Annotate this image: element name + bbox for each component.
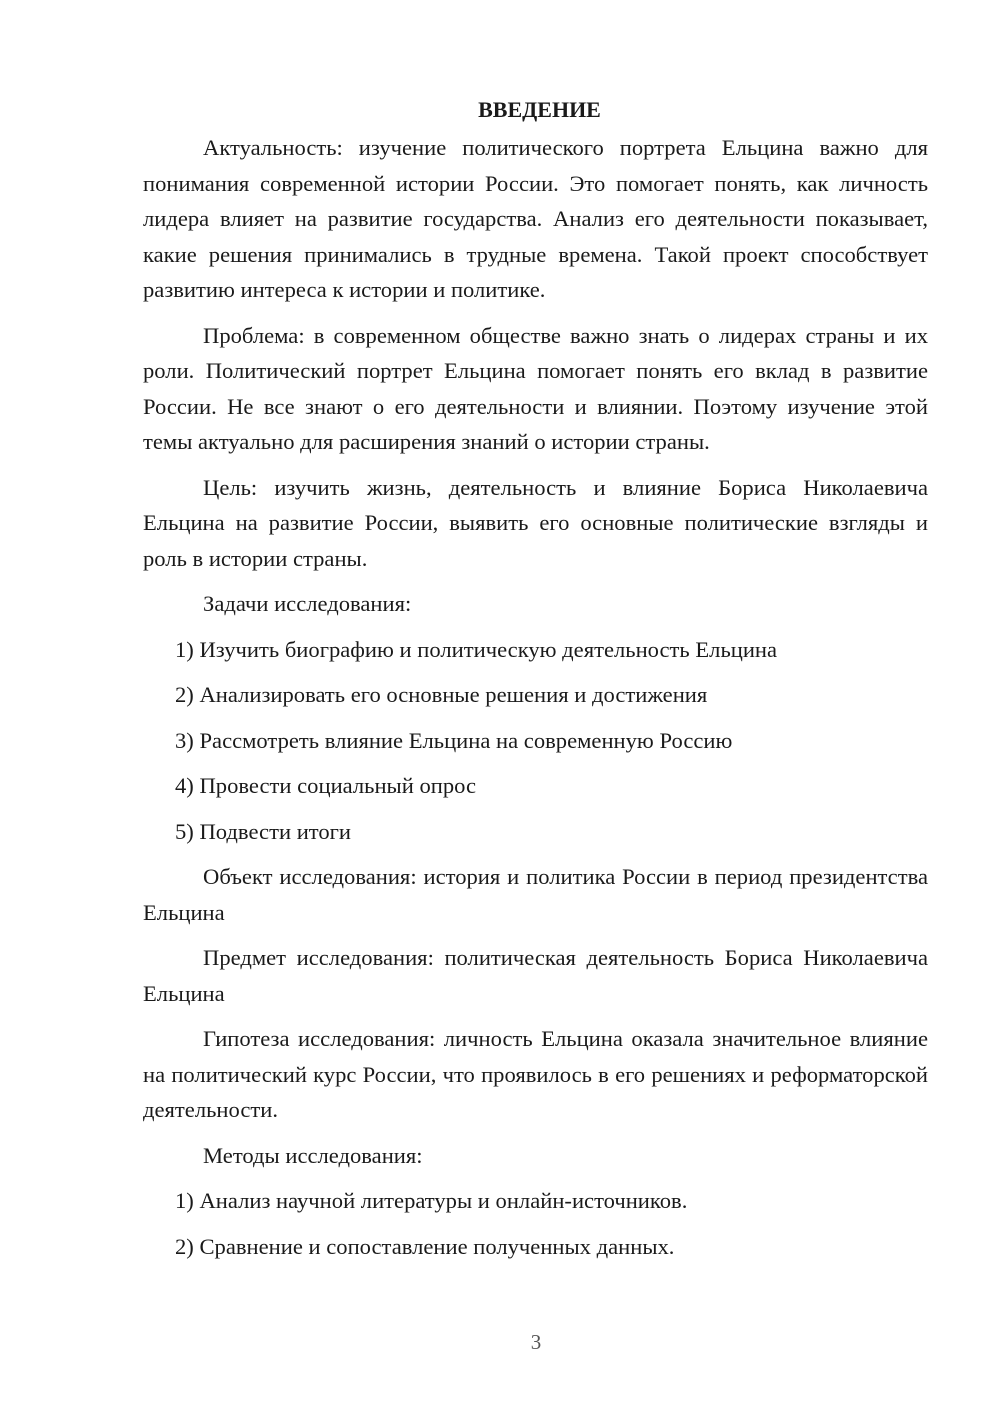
methods-label: Методы исследования: xyxy=(203,1142,423,1168)
document-page xyxy=(143,92,928,1274)
list-item: 4) Провести социальный опрос xyxy=(175,773,477,798)
list-item: 1) Анализ научной литературы и онлайн-источников. xyxy=(175,1188,688,1213)
methods-list xyxy=(143,1183,928,1264)
page-number: 3 xyxy=(530,1330,542,1354)
goal-paragraph: Цель: изучить жизнь, деятельность и влияние Бориса Николаевича Ельцина на развитие России, выявить его основные политические взгляды и роль в истории страны. xyxy=(143,474,928,571)
list-item: 2) Анализировать его основные решения и достижения xyxy=(175,682,708,707)
tasks-list xyxy=(143,632,928,850)
list-item: 3) Рассмотреть влияние Ельцина на современную Россию xyxy=(175,727,733,753)
hypothesis-paragraph: Гипотеза исследования: личность Ельцина оказала значительное влияние на политический курс России, что проявилось в его решениях и реформаторской деятельности. xyxy=(143,1026,928,1122)
tasks-label: Задачи исследования: xyxy=(203,591,412,616)
subject-paragraph: Предмет исследования: политическая деятельность Бориса Николаевича Ельцина xyxy=(143,945,928,1006)
list-item: 5) Подвести итоги xyxy=(175,818,352,844)
object-paragraph: Объект исследования: история и политика России в период президентства Ельцина xyxy=(143,864,928,925)
problem-paragraph: Проблема: в современном обществе важно знать о лидерах страны и их роли. Политический портрет Ельцина помогает понять его вклад в развитие России. Не все знают о его деятельности и влиянии. Поэтому изучение этой темы актуально для расширения знаний о истории страны. xyxy=(143,322,928,454)
relevance-paragraph: Актуальность: изучение политического портрета Ельцина важно для понимания современной истории России. Это помогает понять, как личность лидера влияет на развитие государства. Анализ его деятельности показывает, какие решения принимались в трудные времена. Такой проект способствует развитию интереса к истории и политике. xyxy=(143,135,928,302)
list-item: 1) Изучить биографию и политическую деятельность Ельцина xyxy=(175,636,778,662)
list-item: 2) Сравнение и сопоставление полученных данных. xyxy=(175,1233,675,1259)
page-title: ВВЕДЕНИЕ xyxy=(478,97,601,122)
